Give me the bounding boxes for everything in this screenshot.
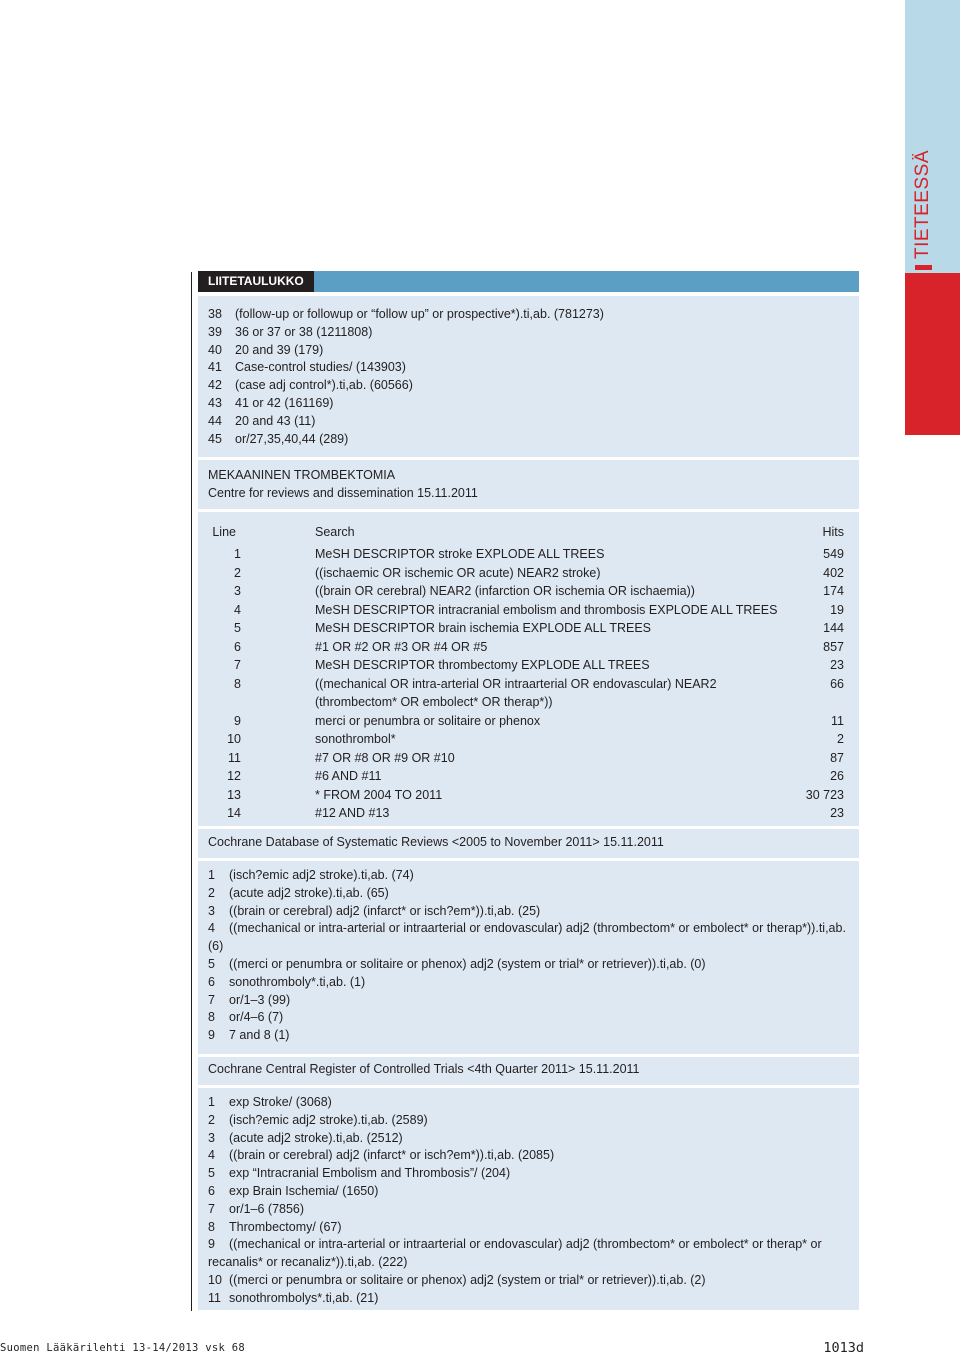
line-number: 10	[208, 1272, 222, 1287]
list-item	[208, 920, 859, 938]
line-number: 9	[208, 1028, 215, 1043]
search-block-1	[198, 296, 859, 457]
row-line: 9	[234, 713, 241, 728]
list-item	[208, 1183, 859, 1201]
search-text: recanalis* or recanaliz*)).ti,ab. (222)	[208, 1255, 408, 1270]
search-text: exp Brain Ischemia/ (1650)	[229, 1183, 379, 1198]
row-search: ((brain OR cerebral) NEAR2 (infarction OR ischemia OR ischaemia))	[315, 584, 695, 598]
search-text: sonothromboly*.ti,ab. (1)	[229, 974, 366, 989]
section-header-cochrane-central	[198, 1057, 859, 1085]
row-hits: 87	[830, 750, 844, 765]
list-item	[208, 1130, 859, 1148]
line-number: 42	[208, 378, 222, 393]
row-hits: 857	[823, 639, 844, 654]
left-vertical-rule	[191, 272, 192, 1311]
table-row	[198, 656, 859, 675]
line-number: 7	[208, 1201, 215, 1216]
row-hits: 23	[830, 658, 844, 672]
list-item	[208, 1290, 859, 1308]
section-header-cochrane-reviews	[198, 829, 859, 858]
line-number: 4	[208, 1148, 215, 1163]
search-text: ((mechanical or intra-arterial or intraarterial or endovascular) adj2 (thrombectom* or embolect* or therap*)).ti,ab.	[229, 921, 846, 936]
section-title: Cochrane Database of Systematic Reviews <2005 to November 2011> 15.11.2011	[208, 835, 664, 849]
line-number: 1	[208, 1095, 215, 1109]
table-row	[198, 730, 859, 749]
search-text: exp “Intracranial Embolism and Thrombosis”/ (204)	[229, 1166, 511, 1181]
search-text: 20 and 39 (179)	[235, 342, 324, 357]
row-search: MeSH DESCRIPTOR thrombectomy EXPLODE ALL TREES	[315, 658, 650, 672]
table-row	[198, 804, 859, 823]
row-search: ((mechanical OR intra-arterial OR intraarterial OR endovascular) NEAR2 (thrombectom* OR embolect* OR therap*))	[315, 676, 717, 709]
row-hits: 2	[837, 732, 844, 746]
table-row	[198, 564, 859, 583]
line-number: 40	[208, 342, 222, 357]
search-text: (follow-up or followup or “follow up” or prospective*).ti,ab. (781273)	[235, 307, 604, 321]
search-text: (isch?emic adj2 stroke).ti,ab. (74)	[229, 868, 414, 882]
list-item	[208, 867, 859, 885]
row-hits: 174	[823, 584, 844, 598]
section-subtitle: Centre for reviews and dissemination 15.11.2011	[208, 485, 478, 500]
list-item	[208, 974, 859, 992]
row-line: 7	[234, 658, 241, 672]
section-side-label	[910, 150, 936, 270]
line-number: 39	[208, 324, 222, 339]
table-row	[198, 786, 859, 805]
list-item	[208, 1272, 859, 1290]
list-item	[208, 992, 859, 1010]
line-number: 9	[208, 1237, 215, 1252]
row-search: ((ischaemic OR ischemic OR acute) NEAR2 stroke)	[315, 565, 601, 580]
row-line: 10	[227, 732, 241, 746]
row-line: 13	[227, 787, 241, 802]
row-search: #7 OR #8 OR #9 OR #10	[315, 750, 455, 765]
list-item	[208, 395, 859, 413]
search-text: Thrombectomy/ (67)	[229, 1219, 342, 1234]
search-text: 41 or 42 (161169)	[235, 395, 334, 410]
line-number: 5	[208, 956, 215, 971]
section-header-mechanical-thrombectomy	[198, 460, 859, 509]
table-row	[198, 545, 859, 564]
row-hits: 23	[830, 806, 844, 820]
line-number: 3	[208, 1130, 215, 1145]
search-text: 36 or 37 or 38 (1211808)	[235, 324, 373, 339]
table-row	[198, 749, 859, 768]
list-item	[208, 342, 859, 360]
row-hits: 144	[823, 621, 844, 635]
search-text: ((brain or cerebral) adj2 (infarct* or isch?em*)).ti,ab. (2085)	[229, 1148, 555, 1163]
search-text: exp Stroke/ (3068)	[229, 1095, 332, 1109]
line-number: 38	[208, 307, 222, 321]
search-text: ((merci or penumbra or solitaire or phenox) adj2 (system or trial* or retriever)).ti,ab. (0)	[229, 956, 706, 971]
row-line: 11	[228, 750, 241, 765]
search-text: or/4–6 (7)	[229, 1010, 284, 1025]
list-item	[208, 956, 859, 974]
red-square-icon	[915, 265, 932, 270]
list-item	[208, 1165, 859, 1183]
col-header-hits: Hits	[822, 525, 844, 539]
search-text: (case adj control*).ti,ab. (60566)	[235, 378, 413, 393]
list-item	[208, 1254, 859, 1272]
search-text: sonothrombolys*.ti,ab. (21)	[229, 1290, 379, 1305]
line-number: 8	[208, 1010, 215, 1025]
list-item	[208, 1201, 859, 1219]
row-search: sonothrombol*	[315, 732, 396, 746]
table-heading: LIITETAULUKKO	[198, 271, 314, 292]
row-line: 8	[234, 676, 241, 691]
section-title: Cochrane Central Register of Controlled Trials <4th Quarter 2011> 15.11.2011	[208, 1062, 640, 1076]
line-number: 45	[208, 431, 222, 446]
table-row	[198, 582, 859, 601]
row-hits: 402	[823, 565, 844, 580]
line-number: 8	[208, 1219, 215, 1234]
row-line: 3	[234, 584, 241, 598]
search-text: Case-control studies/ (143903)	[235, 360, 406, 375]
list-item	[208, 885, 859, 903]
row-line: 5	[234, 621, 241, 635]
col-header-line: Line	[212, 525, 236, 539]
list-item	[208, 1094, 859, 1112]
row-search: #12 AND #13	[315, 806, 390, 820]
search-text: ((merci or penumbra or solitaire or phenox) adj2 (system or trial* or retriever)).ti,ab. (2)	[229, 1272, 706, 1287]
list-item	[208, 1236, 859, 1254]
list-item	[208, 903, 859, 921]
search-text: ((mechanical or intra-arterial or intraarterial or endovascular) adj2 (thrombectom* or embolect* or therap* or	[229, 1237, 822, 1252]
row-search: MeSH DESCRIPTOR stroke EXPLODE ALL TREES	[315, 547, 605, 561]
search-text: or/1–3 (99)	[229, 992, 291, 1007]
table-row	[198, 601, 859, 620]
row-search: #1 OR #2 OR #3 OR #4 OR #5	[315, 639, 488, 654]
list-item	[208, 359, 859, 377]
search-text: or/27,35,40,44 (289)	[235, 431, 349, 446]
list-item	[208, 324, 859, 342]
line-number: 43	[208, 395, 222, 410]
table-row	[198, 712, 859, 731]
row-hits: 11	[831, 713, 844, 728]
line-number: 11	[208, 1290, 221, 1305]
search-text: (acute adj2 stroke).ti,ab. (2512)	[229, 1130, 403, 1145]
row-search: merci or penumbra or solitaire or phenox	[315, 713, 541, 728]
line-number: 6	[208, 974, 215, 989]
row-search: * FROM 2004 TO 2011	[315, 787, 443, 802]
line-number: 2	[208, 885, 215, 900]
section-title: MEKAANINEN TROMBEKTOMIA	[208, 468, 396, 482]
table-row	[198, 619, 859, 638]
list-item	[208, 431, 859, 449]
line-number: 2	[208, 1112, 215, 1127]
table-row	[198, 675, 859, 712]
row-search: MeSH DESCRIPTOR brain ischemia EXPLODE ALL TREES	[315, 621, 651, 635]
line-number: 44	[208, 413, 222, 428]
journal-footer: Suomen Lääkärilehti 13-14/2013 vsk 68	[0, 1342, 245, 1354]
list-item	[208, 1027, 859, 1045]
line-number: 1	[208, 868, 215, 882]
list-item	[208, 1009, 859, 1027]
search-text: (acute adj2 stroke).ti,ab. (65)	[229, 885, 389, 900]
search-block-cochrane-central	[198, 1088, 859, 1310]
row-search: #6 AND #11	[315, 769, 382, 783]
col-header-search: Search	[315, 525, 355, 539]
line-number: 4	[208, 921, 215, 936]
list-item	[208, 413, 859, 431]
table-row	[198, 767, 859, 786]
row-line: 1	[234, 547, 241, 561]
search-text: (6)	[208, 939, 224, 954]
list-item	[208, 377, 859, 395]
row-line: 12	[227, 769, 241, 783]
list-item	[208, 1112, 859, 1130]
list-item	[208, 1219, 859, 1237]
list-item	[208, 306, 859, 324]
row-hits: 549	[823, 547, 844, 561]
row-line: 14	[227, 806, 241, 820]
line-number: 41	[208, 360, 222, 375]
search-text: ((brain or cerebral) adj2 (infarct* or isch?em*)).ti,ab. (25)	[229, 903, 541, 918]
row-line: 2	[234, 565, 241, 580]
line-number: 7	[208, 992, 215, 1007]
search-text: or/1–6 (7856)	[229, 1201, 305, 1216]
row-hits: 19	[830, 602, 844, 617]
row-hits: 66	[830, 676, 844, 691]
row-search: MeSH DESCRIPTOR intracranial embolism and thrombosis EXPLODE ALL TREES	[315, 602, 778, 617]
page-number: 1013d	[823, 1340, 864, 1356]
side-label-text: TIETEESSÄ	[912, 150, 933, 260]
table-body	[198, 545, 859, 823]
line-number: 5	[208, 1166, 215, 1181]
search-text: 20 and 43 (11)	[235, 413, 316, 428]
search-block-cochrane-reviews	[198, 861, 859, 1054]
list-item	[208, 1147, 859, 1165]
row-hits: 26	[830, 769, 844, 783]
search-table	[198, 512, 859, 826]
row-line: 4	[234, 602, 241, 617]
list-item	[208, 938, 859, 956]
table-row	[198, 638, 859, 657]
row-line: 6	[234, 639, 241, 654]
search-text: (isch?emic adj2 stroke).ti,ab. (2589)	[229, 1112, 428, 1127]
line-number: 6	[208, 1183, 215, 1198]
row-hits: 30 723	[805, 787, 844, 802]
side-color-bar-red	[905, 273, 960, 435]
line-number: 3	[208, 903, 215, 918]
table-header-row	[198, 522, 859, 542]
search-text: 7 and 8 (1)	[229, 1028, 290, 1043]
